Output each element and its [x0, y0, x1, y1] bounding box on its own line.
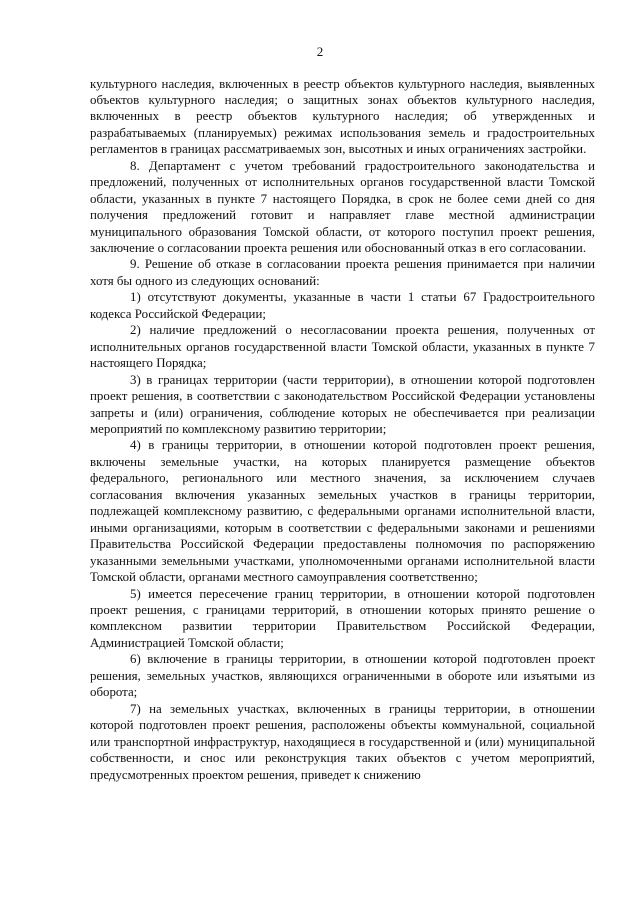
paragraph-item-9: 9. Решение об отказе в согласовании проекта решения принимается при наличии хотя бы одного из следующих оснований: — [90, 257, 595, 288]
paragraph-subitem-7: 7) на земельных участках, включенных в границы территории, в отношении которой подготовлен проект решения, расположены объекты коммунальной, социальной или транспортной инфраструктур, находящиеся в государственной и (или) муниципальной собственности, и снос или реконструкция таких объектов с учетом мероприятий, предусмотренных проектом решения, приведет к снижению — [90, 701, 595, 782]
document-body — [90, 76, 595, 783]
paragraph-subitem-4: 4) в границы территории, в отношении которой подготовлен проект решения, включены земельные участки, на которых планируется размещение объектов федерального, регионального или местного значения, за исключением случаев согласования включения указанных земельных участков в границы территории, подлежащей комплексному развитию, с федеральными органами исполнительной власти, иными организациями, которым в соответствии с федеральными законами и решениями Правительства Российской Федерации предоставлены полномочия по распоряжению указанными земельными участками, уполномоченными органами исполнительной власти Томской области, органами местного самоуправления соответственно; — [90, 438, 595, 585]
page-number: 2 — [316, 44, 324, 59]
paragraph-subitem-6: 6) включение в границы территории, в отношении которой подготовлен проект решения, земельных участков, являющихся ограниченными в обороте или изъятыми из оборота; — [90, 652, 595, 700]
paragraph-subitem-1: 1) отсутствуют документы, указанные в части 1 статьи 67 Градостроительного кодекса Российской Федерации; — [90, 290, 595, 321]
paragraph-heritage-continuation: культурного наследия, включенных в реестр объектов культурного наследия, выявленных объектов культурного наследия; о защитных зонах объектов культурного наследия, включенных в реестр объектов культурного наследия; об утвержденных и разрабатываемых (планируемых) режимах использования земель и градостроительных регламентов в границах рассматриваемых зон, высотных и иных ограничениях застройки. — [90, 76, 595, 157]
paragraph-subitem-5: 5) имеется пересечение границ территории, в отношении которой подготовлен проект решения, с границами территорий, в отношении которых принято решение о комплексном развитии территории Правительством Российской Федерации, Администрацией Томской области; — [90, 586, 595, 650]
paragraph-item-8: 8. Департамент с учетом требований градостроительного законодательства и предложений, полученных от исполнительных органов государственной власти Томской области, указанных в пункте 7 настоящего Порядка, в срок не более семи дней со дня получения предложений готовит и направляет главе местной администрации муниципального образования Томской области, от которого поступил проект решения, заключение о согласовании проекта решения или обоснованный отказ в его согласовании. — [90, 158, 595, 256]
paragraph-subitem-3: 3) в границах территории (части территории), в отношении которой подготовлен проект решения, в соответствии с законодательством Российской Федерации установлены запреты и (или) ограничения, соблюдение которых не обеспечивается при реализации мероприятий по комплексному развитию территории; — [90, 372, 595, 437]
paragraph-subitem-2: 2) наличие предложений о несогласовании проекта решения, полученных от исполнительных органов государственной власти Томской области, указанных в пункте 7 настоящего Порядка; — [90, 323, 595, 371]
